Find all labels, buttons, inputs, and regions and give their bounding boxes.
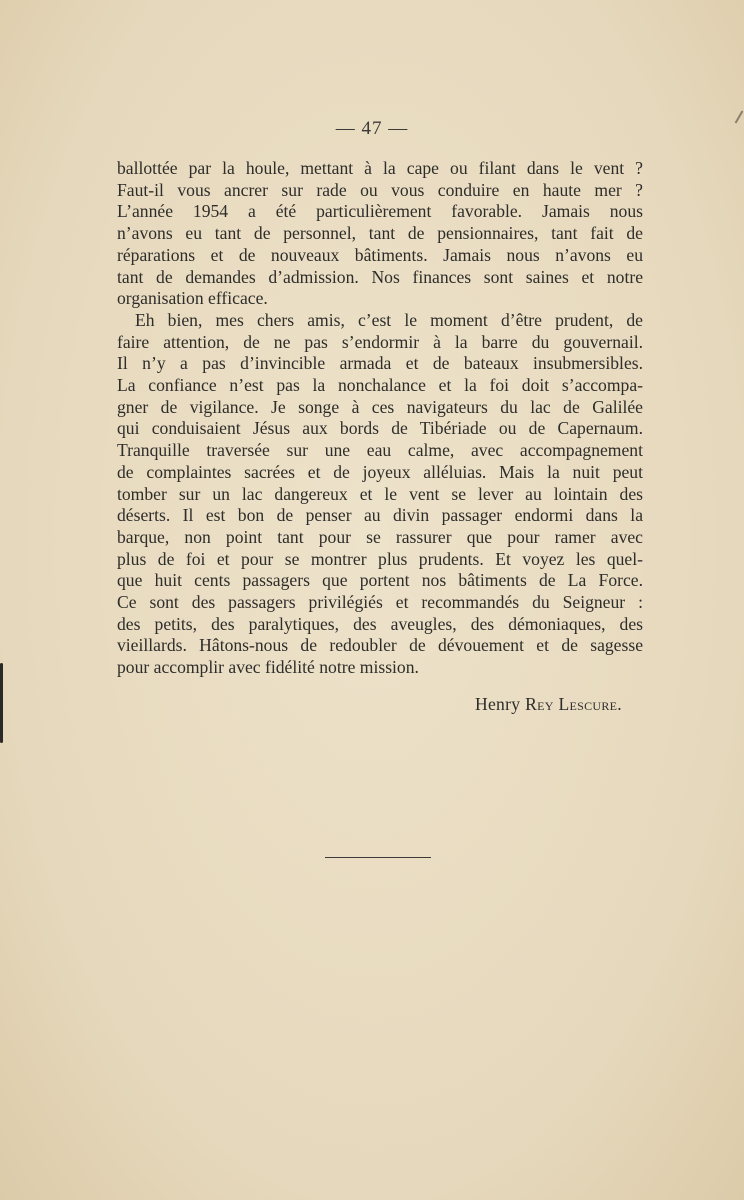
author-signature xyxy=(475,694,622,715)
text-line: gner de vigilance. Je songe à ces navigateurs du lac de Galilée xyxy=(117,396,643,417)
binding-mark xyxy=(0,663,3,743)
text-line: ballottée par la houle, mettant à la cape ou filant dans le vent ? xyxy=(117,158,643,178)
text-line: Faut-il vous ancrer sur rade ou vous conduire en haute mer ? xyxy=(117,179,643,200)
text-line: Il n’y a pas d’invincible armada et de bateaux insubmersibles. xyxy=(117,353,643,374)
end-rule xyxy=(325,857,431,858)
text-line: pour accomplir avec fidélité notre mission. xyxy=(117,657,419,678)
paragraph-2 xyxy=(117,310,643,679)
page-number: — 47 — xyxy=(335,118,409,139)
paragraph-1 xyxy=(117,158,643,310)
text-line: n’avons eu tant de personnel, tant de pensionnaires, tant fait de xyxy=(117,223,643,244)
text-line: faire attention, de ne pas s’endormir à la barre du gouvernail. xyxy=(117,331,643,352)
text-line: Ce sont des passagers privilégiés et recommandés du Seigneur : xyxy=(117,592,643,613)
text-line: La confiance n’est pas la nonchalance et la foi doit s’accompa- xyxy=(117,375,643,396)
text-line: Tranquille traversée sur une eau calme, avec accompagnement xyxy=(117,440,643,461)
text-line: qui conduisaient Jésus aux bords de Tibériade ou de Capernaum. xyxy=(117,418,643,439)
text-line: déserts. Il est bon de penser au divin passager endormi dans la xyxy=(117,505,643,526)
text-line: vieillards. Hâtons-nous de redoubler de dévouement et de sagesse xyxy=(117,635,643,656)
text-line: des petits, des paralytiques, des aveugles, des démoniaques, des xyxy=(117,613,643,634)
text-line: tomber sur un lac dangereux et le vent se lever au lointain des xyxy=(117,483,643,504)
text-line: de complaintes sacrées et de joyeux alléluias. Mais la nuit peut xyxy=(117,461,643,482)
body-text xyxy=(117,158,643,679)
text-line: organisation efficace. xyxy=(117,288,268,309)
text-line: plus de foi et pour se montrer plus prudents. Et voyez les quel- xyxy=(117,548,643,569)
text-line: réparations et de nouveaux bâtiments. Jamais nous n’avons eu xyxy=(117,244,643,265)
author-first-name: Henry xyxy=(474,694,521,714)
text-line: L’année 1954 a été particulièrement favorable. Jamais nous xyxy=(117,201,643,222)
author-last-name: Rey Lescure. xyxy=(525,694,622,714)
text-line: Eh bien, mes chers amis, c’est le moment d’être prudent, de xyxy=(135,309,643,330)
text-line: barque, non point tant pour se rassurer que pour ramer avec xyxy=(117,526,643,547)
text-line: que huit cents passagers que portent nos bâtiments de La Force. xyxy=(117,570,643,591)
text-line: tant de demandes d’admission. Nos finances sont saines et notre xyxy=(117,266,643,287)
